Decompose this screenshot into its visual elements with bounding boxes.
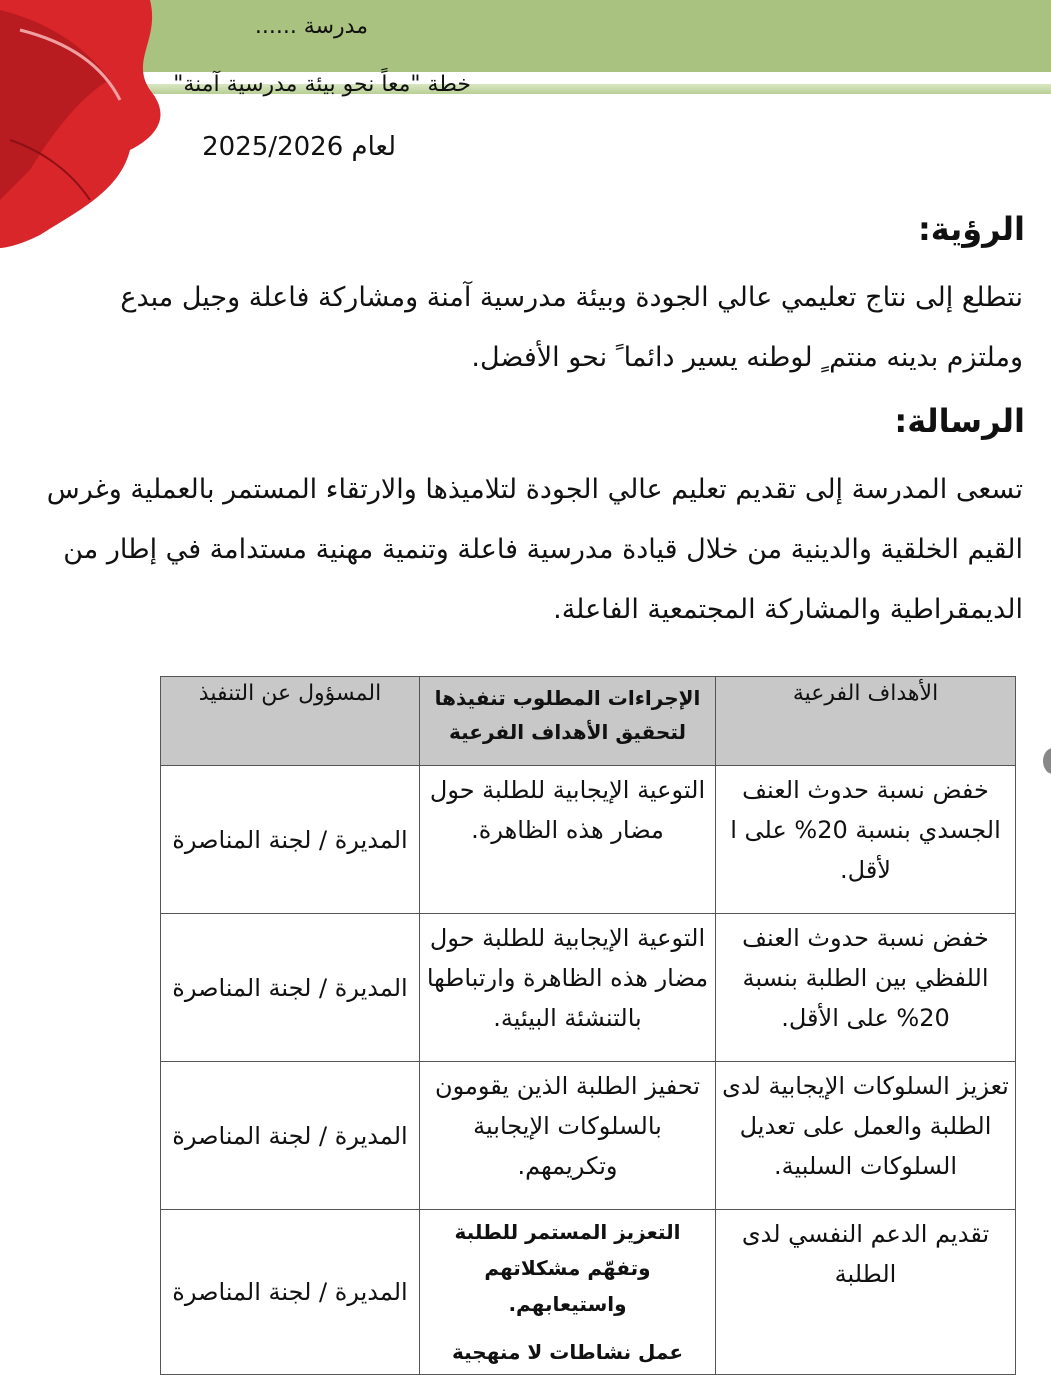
action-extra-text: عمل نشاطات لا منهجية <box>452 1340 683 1364</box>
responsible-cell: المديرة / لجنة المناصرة <box>161 766 420 914</box>
school-name: مدرسة ...... <box>254 14 368 39</box>
header-goals: الأهداف الفرعية <box>716 677 1016 766</box>
mission-heading: الرسالة: <box>894 402 1025 440</box>
plan-title: خطة "معاً نحو بيئة مدرسية آمنة" <box>173 72 471 97</box>
responsible-cell: المديرة / لجنة المناصرة <box>161 1062 420 1210</box>
mission-line: تسعى المدرسة إلى تقديم تعليم عالي الجودة لتلاميذها والارتقاء المستمر بالعملية وغرس <box>46 474 1023 505</box>
goal-cell: خفض نسبة حدوث العنف اللفظي بين الطلبة بنسبة 20% على الأقل. <box>716 914 1016 1062</box>
plan-year <box>202 132 396 162</box>
goal-cell: خفض نسبة حدوث العنف الجسدي بنسبة 20% على ا لأقل. <box>716 766 1016 914</box>
year-label: لعام <box>351 132 396 162</box>
plan-table <box>160 676 1016 1375</box>
table-row <box>161 1062 1016 1210</box>
mission-line: القيم الخلقية والدينية من خلال قيادة مدرسية فاعلة وتنمية مهنية مستدامة في إطار من <box>63 534 1023 565</box>
year-value: 2025/2026 <box>202 132 344 162</box>
scroll-indicator <box>1043 748 1051 774</box>
header-actions: الإجراءات المطلوب تنفيذها لتحقيق الأهداف الفرعية <box>420 677 716 766</box>
mission-line: الديمقراطية والمشاركة المجتمعية الفاعلة. <box>553 594 1023 625</box>
action-cell: تحفيز الطلبة الذين يقومون بالسلوكات الإيجابية وتكريمهم. <box>420 1062 716 1210</box>
goal-cell: تعزيز السلوكات الإيجابية لدى الطلبة والعمل على تعديل السلوكات السلبية. <box>716 1062 1016 1210</box>
responsible-cell: المديرة / لجنة المناصرة <box>161 1210 420 1375</box>
table-header-row <box>161 677 1016 766</box>
flower-decoration <box>0 0 180 250</box>
vision-line: وملتزم بدينه منتم ٍ لوطنه يسير دائما ً نحو الأفضل. <box>471 342 1023 373</box>
action-cell: التوعية الإيجابية للطلبة حول مضار هذه الظاهرة وارتباطها بالتنشئة البيئية. <box>420 914 716 1062</box>
table-row <box>161 1210 1016 1375</box>
table-row <box>161 914 1016 1062</box>
goal-cell: تقديم الدعم النفسي لدى الطلبة <box>716 1210 1016 1375</box>
action-text: التعزيز المستمر للطلبة وتفهّم مشكلاتهم واستيعابهم. <box>454 1220 681 1316</box>
responsible-cell: المديرة / لجنة المناصرة <box>161 914 420 1062</box>
mission-text <box>3 460 1023 640</box>
header-responsible: المسؤول عن التنفيذ <box>161 677 420 766</box>
vision-text <box>3 268 1023 388</box>
vision-line: نتطلع إلى نتاج تعليمي عالي الجودة وبيئة مدرسية آمنة ومشاركة فاعلة وجيل مبدع <box>120 282 1023 313</box>
vision-heading: الرؤية: <box>918 210 1025 248</box>
action-cell <box>420 1210 716 1375</box>
table-row <box>161 766 1016 914</box>
action-cell: التوعية الإيجابية للطلبة حول مضار هذه الظاهرة. <box>420 766 716 914</box>
